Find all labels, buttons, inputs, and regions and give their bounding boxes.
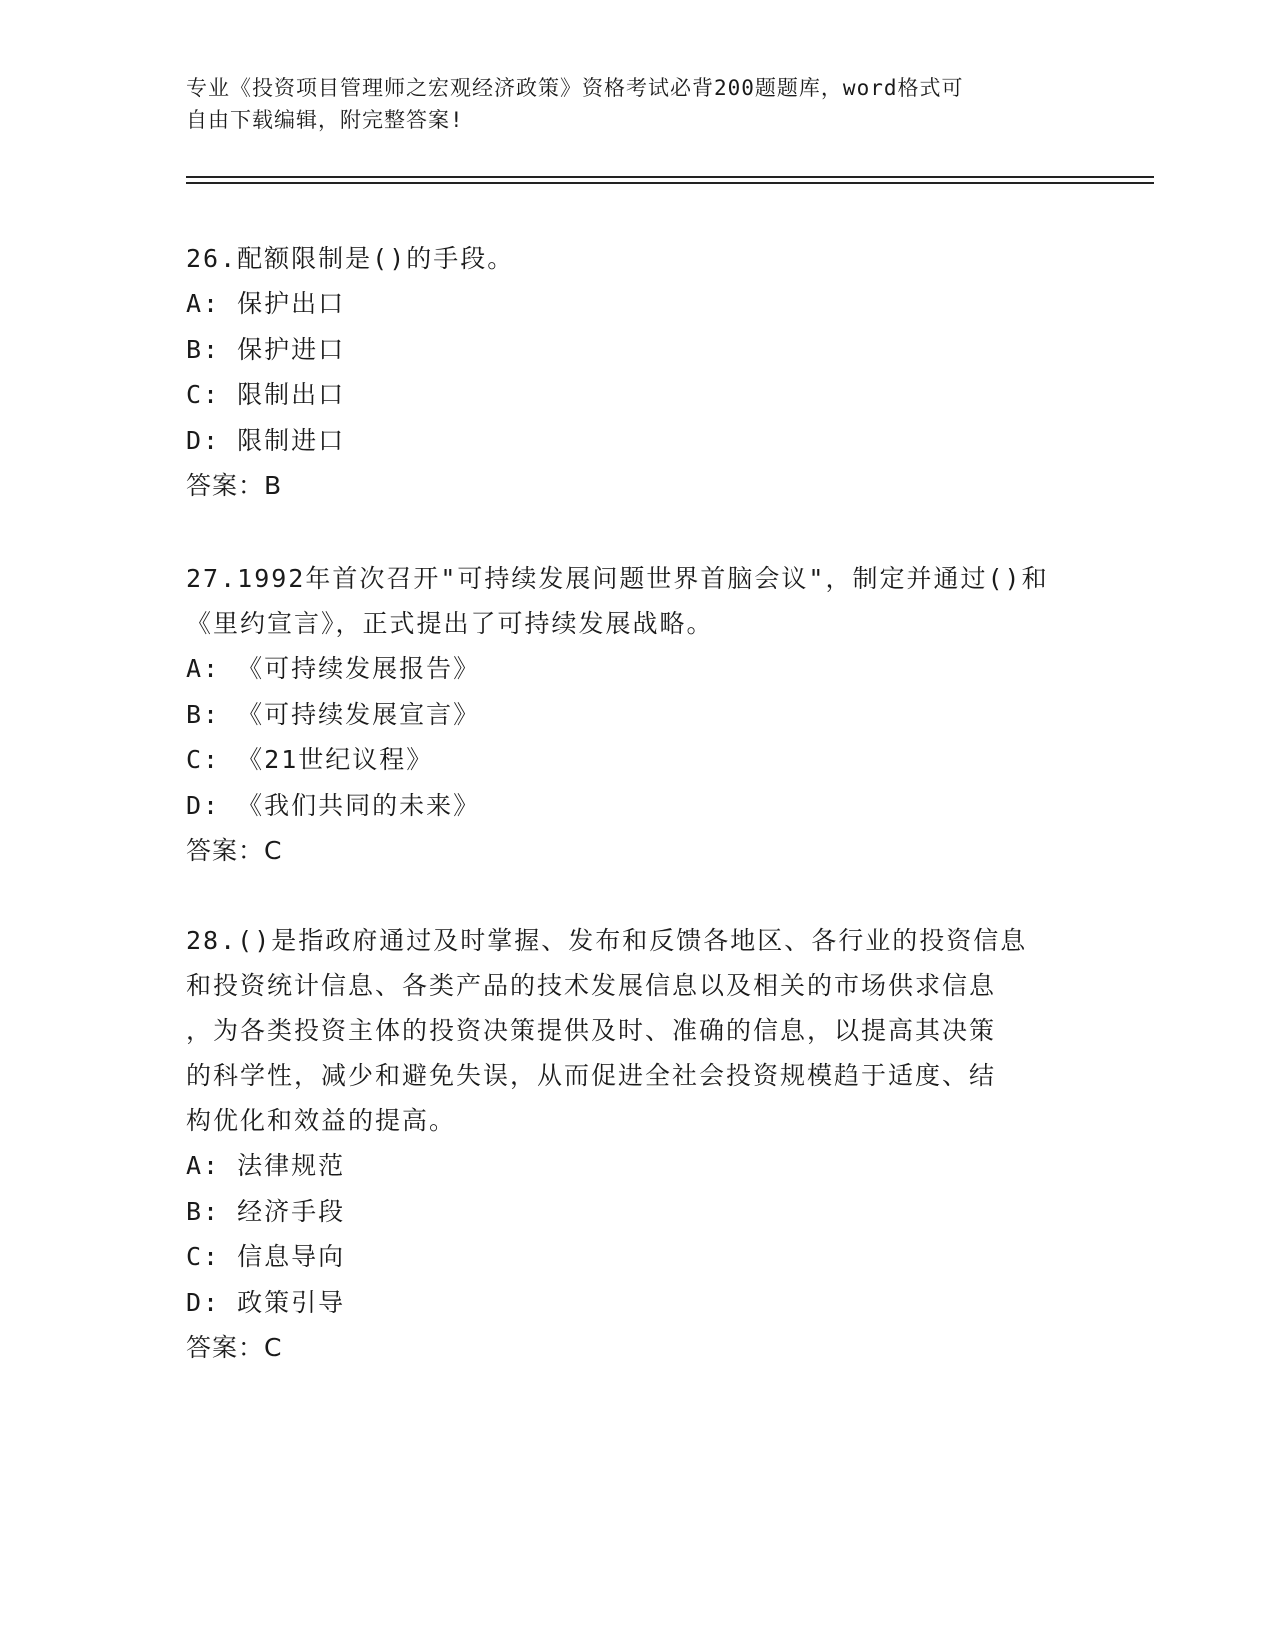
option-d: D: 《我们共同的未来》 [186,790,481,820]
answer: 答案：B [186,471,283,500]
option-d: D: 政策引导 [186,1287,346,1317]
header-rule-top [186,176,1154,178]
option-d: D: 限制进口 [186,425,346,455]
question-27 [186,556,1086,873]
question-26 [186,236,1086,508]
answer: 答案：C [186,1333,283,1362]
option-b: B: 经济手段 [186,1196,346,1226]
header-rule-bottom [186,182,1154,184]
question-stem-line-5: 构优化和效益的提高。 [186,1106,457,1135]
header-line-2: 自由下载编辑，附完整答案! [186,108,464,132]
header-line-1: 专业《投资项目管理师之宏观经济政策》资格考试必背200题题库，word格式可 [186,76,964,100]
question-stem: 26.配额限制是()的手段。 [186,244,515,273]
answer: 答案：C [186,836,283,865]
option-c: C: 限制出口 [186,380,346,409]
question-stem-line-1: 28.()是指政府通过及时掌握、发布和反馈各地区、各行业的投资信息 [186,926,1028,955]
question-stem-line-3: ，为各类投资主体的投资决策提供及时、准确的信息，以提高其决策 [186,1016,997,1045]
question-stem-line-1: 27.1992年首次召开"可持续发展问题世界首脑会议"，制定并通过()和 [186,564,1049,593]
option-c: C: 《21世纪议程》 [186,745,434,774]
option-b: B: 保护进口 [186,334,346,364]
option-a: A: 法律规范 [186,1151,346,1180]
question-28 [186,918,1086,1370]
option-a: A: 保护出口 [186,289,346,318]
question-stem-line-2: 和投资统计信息、各类产品的技术发展信息以及相关的市场供求信息 [186,971,997,1000]
question-stem-line-2: 《里约宣言》，正式提出了可持续发展战略。 [186,609,714,638]
question-stem-line-4: 的科学性，减少和避免失误，从而促进全社会投资规模趋于适度、结 [186,1061,997,1090]
option-a: A: 《可持续发展报告》 [186,654,481,683]
option-b: B: 《可持续发展宣言》 [186,699,481,729]
document-header [186,72,1086,136]
option-c: C: 信息导向 [186,1242,346,1271]
